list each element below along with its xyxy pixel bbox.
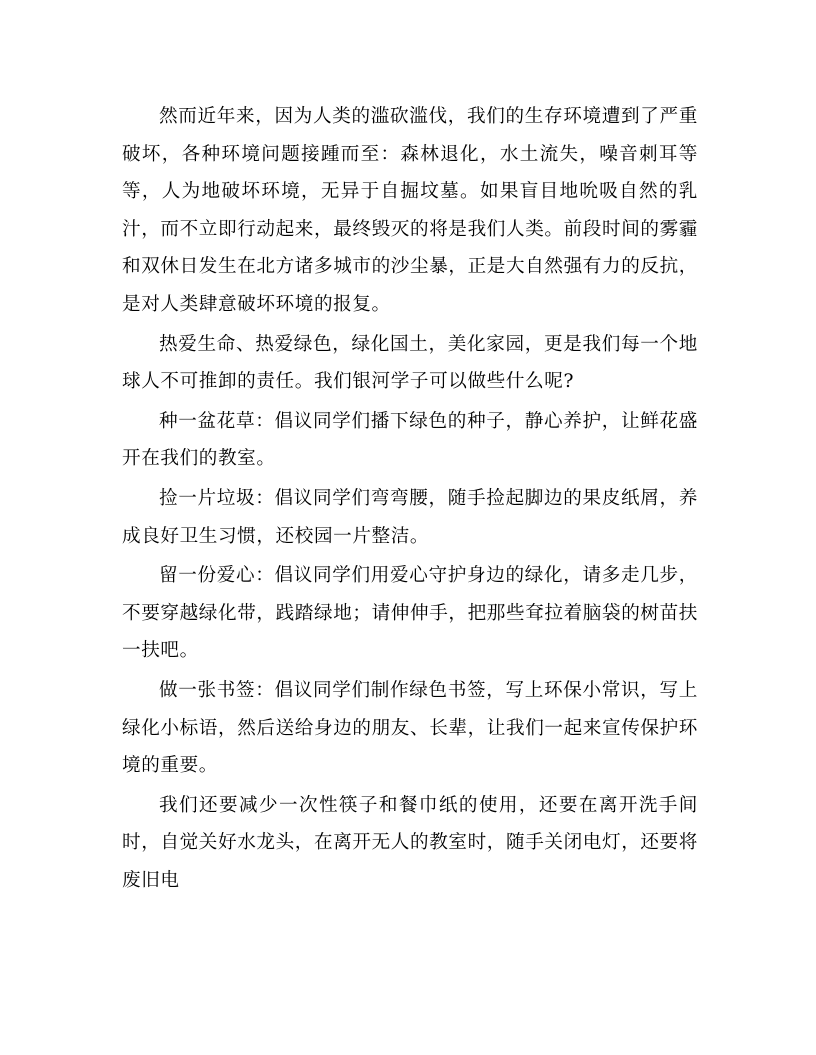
paragraph-reduce-waste: 我们还要减少一次性筷子和餐巾纸的使用，还要在离开洗手间时，自觉关好水龙头，在离开无人的教室时，随手关闭电灯，还要将废旧电	[122, 794, 698, 891]
paragraph-environment-damage: 然而近年来，因为人类的滥砍滥伐，我们的生存环境遭到了严重破坏，各种环境问题接踵而至：森林退化，水土流失，噪音刺耳等等，人为地破坏环境，无异于自掘坟墓。如果盲目地吮吸自然的乳汁，而不立即行动起来，最终毁灭的将是我们人类。前段时间的雾霾和双休日发生在北方诸多城市的沙尘暴，正是大自然强有力的反抗，是对人类肆意破坏环境的报复。	[122, 106, 698, 315]
paragraph-responsibility: 热爱生命、热爱绿色，绿化国土，美化家园，更是我们每一个地球人不可推卸的责任。我们银河学子可以做些什么呢?	[122, 333, 698, 393]
paragraph-bookmark: 做一张书签：倡议同学们制作绿色书签，写上环保小常识，写上绿化小标语，然后送给身边的朋友、长辈，让我们一起来宣传保护环境的重要。	[122, 679, 698, 777]
paragraph-care-greenery: 留一份爱心：倡议同学们用爱心守护身边的绿化，请多走几步，不要穿越绿化带，践踏绿地；请伸伸手，把那些耷拉着脑袋的树苗扶一扶吧。	[122, 565, 698, 662]
paragraph-pick-litter: 捡一片垃圾：倡议同学们弯弯腰，随手捡起脚边的果皮纸屑，养成良好卫生习惯，还校园一片整洁。	[122, 487, 698, 547]
document-body	[122, 98, 698, 901]
paragraph-plant-flowers: 种一盆花草：倡议同学们播下绿色的种子，静心养护，让鲜花盛开在我们的教室。	[122, 410, 698, 470]
